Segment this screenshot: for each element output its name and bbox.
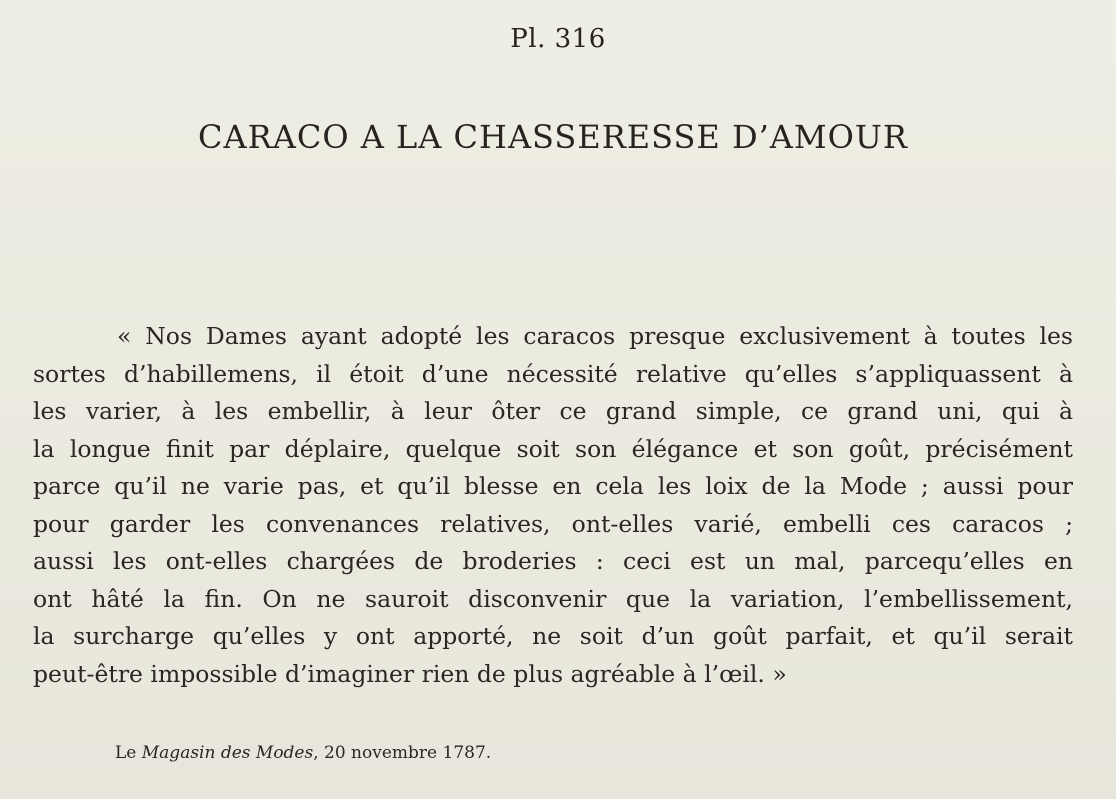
source-date: , 20 novembre 1787.	[313, 743, 492, 763]
source-prefix: Le	[115, 743, 142, 763]
quote-line: peut-être impossible d’imaginer rien de plus agréable à l’œil. »	[33, 659, 787, 688]
source-publication: Magasin des Modes	[141, 743, 314, 763]
quote-line: parce qu’il ne varie pas, et qu’il blesse en cela les loix de la Mode ; aussi pour	[33, 472, 1073, 500]
quote-line: les varier, à les embellir, à leur ôter ce grand simple, ce grand uni, qui à	[33, 397, 1073, 425]
quote-line: pour garder les convenances relatives, ont-elles varié, embelli ces caracos ;	[33, 509, 1073, 538]
quote-line: « Nos Dames ayant adopté les caracos presque exclusivement à toutes les	[117, 322, 1073, 350]
quote-line: aussi les ont-elles chargées de broderies : ceci est un mal, parcequ’elles en	[33, 547, 1073, 575]
page-title: CARACO A LA CHASSERESSE D’AMOUR	[198, 118, 908, 156]
quote-line: la longue finit par déplaire, quelque soit son élégance et son goût, précisément	[33, 434, 1073, 463]
quote-line: la surcharge qu’elles y ont apporté, ne soit d’un goût parfait, et qu’il serait	[33, 622, 1073, 650]
quote-line: sortes d’habillemens, il étoit d’une nécessité relative qu’elles s’appliquassent à	[33, 359, 1073, 388]
quote-line: ont hâté la fin. On ne sauroit disconvenir que la variation, l’embellissement,	[33, 584, 1073, 613]
quote-paragraph	[33, 318, 1073, 693]
plate-number: Pl. 316	[510, 24, 606, 54]
source-citation	[115, 743, 491, 763]
